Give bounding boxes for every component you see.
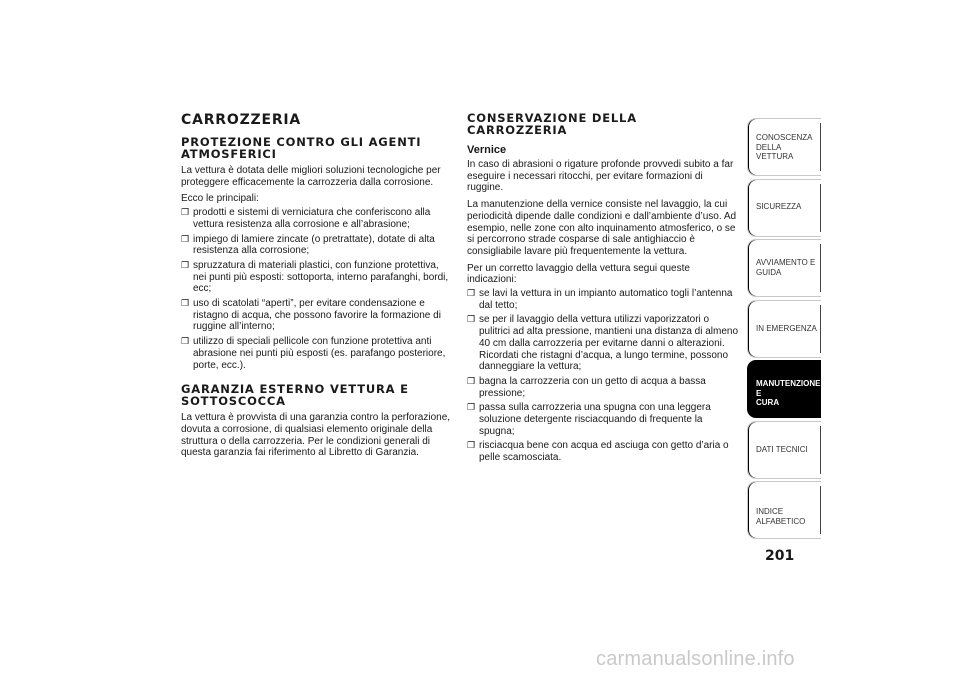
tab-in-emergenza[interactable]: [747, 300, 821, 358]
tab-dati-tecnici[interactable]: [747, 421, 821, 479]
tab-label: MANUTENZIONE E: [756, 379, 821, 398]
tab-label: DELLA VETTURA: [756, 142, 794, 161]
list-item: [467, 440, 739, 463]
list-item: [181, 298, 453, 333]
heading-line: ATMOSFERICI: [181, 147, 277, 161]
protezione-lead: Ecco le principali:: [181, 193, 259, 205]
list-item-text: spruzzatura di materiali plastici, con funzione protettiva, nei punti più esposti: sottoporta, interno parafanghi, bordi, ecc;: [193, 259, 449, 295]
heading-line: GARANZIA ESTERNO VETTURA E: [181, 382, 409, 397]
protezione-list: [181, 207, 453, 371]
list-item: [467, 402, 739, 437]
vernice-paragraph-1: In caso di abrasioni o rigature profonde provvedi subito a far eseguire i necessari ritocchi, per evitare formazioni di ruggine.: [467, 159, 734, 194]
tab-indice-alfabetico[interactable]: [747, 481, 821, 539]
list-item: [181, 207, 453, 230]
list-item-text: se lavi la vettura in un impianto automatico togli l’antenna dal tetto;: [479, 288, 733, 311]
list-item: [181, 260, 453, 295]
tab-label: SICUREZZA: [756, 201, 802, 211]
heading-line: SOTTOSCOCCA: [181, 394, 286, 409]
checkbox-bullet-icon: ❒: [181, 233, 190, 244]
tab-label: DATI TECNICI: [756, 444, 808, 454]
list-item: [467, 314, 739, 373]
checkbox-bullet-icon: ❒: [181, 259, 190, 270]
garanzia-text: La vettura è provvista di una garanzia contro la perforazione, dovuta a corrosione, di qualsiasi elemento originale della struttura o della carrozzeria. Per le condizioni generali di questa garanzia fai riferimento al Libretto di Garanzia.: [181, 412, 451, 459]
tab-conoscenza-della-vettura[interactable]: [747, 118, 821, 176]
checkbox-bullet-icon: ❒: [181, 336, 190, 347]
list-item: [181, 336, 453, 371]
section-heading-conservazione: [467, 112, 739, 136]
checkbox-bullet-icon: ❒: [467, 375, 476, 386]
tab-label: IN EMERGENZA: [756, 323, 817, 333]
heading-line: CONSERVAZIONE DELLA: [467, 111, 637, 125]
vernice-paragraph-3: Per un corretto lavaggio della vettura segui queste indicazioni:: [467, 262, 690, 286]
page-title: CARROZZERIA: [181, 112, 302, 128]
vernice-paragraph-2: La manutenzione della vernice consiste nel lavaggio, la cui periodicità dipende dalle condizioni e dall’ambiente d’uso. Ad esempio, nelle zone con alto inquinamento atmosferico, o se si percorrono strade cosparse di sale antighiaccio è consigliabile lavare più frequentemente la vettura.: [467, 199, 737, 257]
tab-label: AVVIAMENTO E: [756, 258, 816, 267]
list-item-text: risciacqua bene con acqua ed asciuga con getto d’aria o pelle scamosciata.: [479, 440, 729, 464]
tab-label: CONOSCENZA: [756, 133, 813, 142]
list-item: [181, 234, 453, 257]
tab-avviamento-e-guida[interactable]: [747, 239, 821, 297]
page-number: 201: [765, 548, 795, 564]
tab-manutenzione-e-cura[interactable]: [747, 360, 821, 418]
tab-label: GUIDA: [756, 267, 782, 277]
section-heading-protezione: [181, 136, 453, 160]
checkbox-bullet-icon: ❒: [467, 402, 476, 413]
left-column: [181, 112, 453, 464]
list-item-text: utilizzo di speciali pellicole con funzione protettiva anti abrasione nei punti più esposti (es. parafango posteriore, porte, ecc.).: [193, 336, 446, 371]
watermark-text: carmanualsonline.info: [596, 648, 795, 670]
list-item-text: uso di scatolati “aperti”, per evitare condensazione e ristagno di acqua, che possono favorire la formazione di ruggine all’interno;: [193, 298, 441, 333]
right-column: [467, 112, 739, 467]
subheading-vernice: Vernice: [467, 144, 507, 156]
list-item-text: impiego di lamiere zincate (o pretrattate), dotate di alta resistenza alla corrosione;: [193, 233, 435, 257]
checkbox-bullet-icon: ❒: [467, 288, 476, 299]
list-item-text: se per il lavaggio della vettura utilizzi vaporizzatori o pulitrici ad alta pressione, mantieni una distanza di almeno 40 cm dalla carrozzeria per evitarne danni o alterazioni. Ricordati che ristagni d’acqua, a lungo termine, possono danneggiare la vettura;: [479, 314, 739, 373]
list-item-text: prodotti e sistemi di verniciatura che conferiscono alla vettura resistenza alla corrosione e all’abrasione;: [193, 207, 431, 230]
checkbox-bullet-icon: ❒: [467, 314, 476, 325]
list-item-text: passa sulla carrozzeria una spugna con una leggera soluzione detergente risciacquando di frequente la spugna;: [479, 402, 711, 437]
tab-label: CURA: [756, 398, 780, 407]
list-item-text: bagna la carrozzeria con un getto di acqua a bassa pressione;: [479, 375, 706, 399]
protezione-intro: La vettura è dotata delle migliori soluzioni tecnologiche per proteggere efficacemente la carrozzeria dalla corrosione.: [181, 165, 441, 188]
lavaggio-list: [467, 288, 739, 464]
tab-label: INDICE ALFABETICO: [756, 507, 806, 526]
chapter-tabs: [747, 118, 821, 542]
checkbox-bullet-icon: ❒: [467, 440, 476, 451]
heading-line: PROTEZIONE CONTRO GLI AGENTI: [181, 135, 422, 149]
section-heading-garanzia: [181, 383, 453, 407]
list-item: [467, 376, 739, 399]
tab-sicurezza[interactable]: [747, 179, 821, 237]
checkbox-bullet-icon: ❒: [181, 298, 190, 309]
list-item: [467, 288, 739, 311]
checkbox-bullet-icon: ❒: [181, 207, 190, 218]
heading-line: CARROZZERIA: [467, 123, 568, 137]
